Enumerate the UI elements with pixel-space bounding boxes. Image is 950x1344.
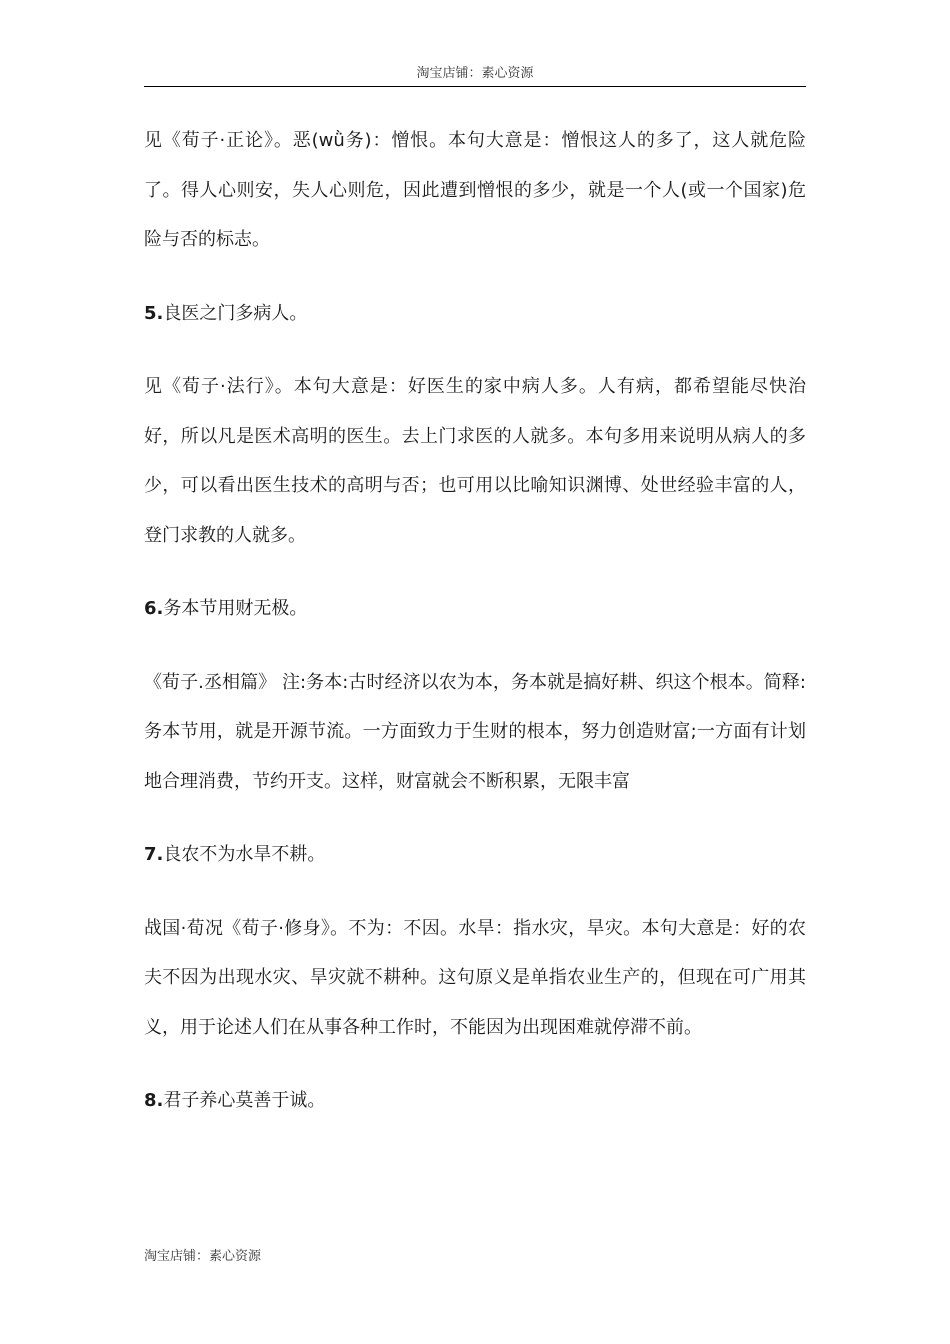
paragraph-1: 见《荀子·正论》。恶(wǜ务)：憎恨。本句大意是：憎恨这人的多了，这人就危险了。得人心则安，失人心则危，因此遭到憎恨的多少，就是一个人(或一个国家)危险与否的标志。 <box>144 130 806 250</box>
paragraph-2: 见《荀子·法行》。本句大意是：好医生的家中病人多。人有病，都希望能尽快治好，所以凡是医术高明的医生。去上门求医的人就多。本句多用来说明从病人的多少，可以看出医生技术的高明与否；也可用以比喻知识渊博、处世经验丰富的人，登门求教的人就多。 <box>144 376 806 546</box>
document-body <box>144 116 806 1126</box>
footer-text: 淘宝店铺：素心资源 <box>144 1249 262 1264</box>
heading-5 <box>144 289 806 339</box>
heading-6 <box>144 584 806 634</box>
heading-8 <box>144 1076 806 1126</box>
paragraph-3: 《荀子.丞相篇》 注:务本:古时经济以农为本，务本就是搞好耕、织这个根本。简释:务本节用，就是开源节流。一方面致力于生财的根本，努力创造财富;一方面有计划地合理消费，节约开支。这样，财富就会不断积累，无限丰富 <box>144 671 806 792</box>
paragraph-4: 战国·荀况《荀子·修身》。不为：不因。水旱：指水灾，旱灾。本句大意是：好的农夫不因为出现水灾、旱灾就不耕种。这句原义是单指农业生产的，但现在可广用其义，用于论述人们在从事各种工作时，不能因为出现困难就停滞不前。 <box>144 917 806 1038</box>
heading-6-number: 6. <box>144 598 164 619</box>
heading-5-number: 5. <box>144 302 164 324</box>
heading-8-text: 君子养心莫善于诚。 <box>163 1090 326 1111</box>
heading-7 <box>144 830 806 880</box>
page-header <box>144 62 806 87</box>
heading-7-number: 7. <box>144 844 164 865</box>
heading-5-text: 良医之门多病人。 <box>163 302 308 324</box>
page-footer <box>144 1246 261 1268</box>
heading-7-text: 良农不为水旱不耕。 <box>163 844 326 865</box>
heading-8-number: 8. <box>144 1090 164 1111</box>
header-text: 淘宝店铺：素心资源 <box>416 66 534 81</box>
heading-6-text: 务本节用财无极。 <box>163 598 308 619</box>
